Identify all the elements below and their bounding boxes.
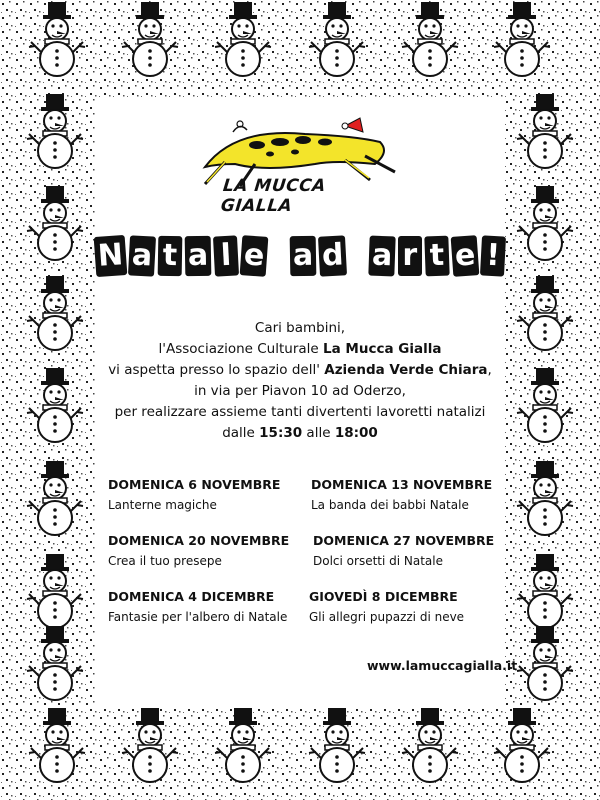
- title-letter: t: [158, 236, 183, 276]
- title-word: [290, 236, 347, 276]
- title-letter: a: [185, 236, 212, 276]
- intro-line: dalle 15:30 alle 18:00: [222, 425, 378, 441]
- association-name: La Mucca Gialla: [323, 341, 442, 357]
- event-date: DOMENICA 6 NOVEMBRE: [108, 477, 281, 492]
- logo-name: LA MUCCA GIALLA: [219, 176, 327, 216]
- page-title: [0, 236, 600, 276]
- title-letter: !: [480, 235, 506, 276]
- event-activity: Lanterne magiche: [108, 498, 217, 512]
- event-date: GIOVEDÌ 8 DICEMBRE: [309, 589, 458, 604]
- start-time: 15:30: [259, 425, 303, 441]
- event-item: [311, 475, 492, 515]
- title-letter: N: [93, 235, 127, 277]
- title-letter: d: [318, 235, 348, 276]
- event-date: DOMENICA 13 NOVEMBRE: [311, 477, 493, 492]
- title-word: [369, 236, 506, 276]
- event-item: [108, 475, 280, 515]
- intro-line: l'Associazione Culturale La Mucca Gialla: [158, 341, 442, 357]
- event-date: DOMENICA 27 NOVEMBRE: [313, 533, 495, 548]
- intro-line: per realizzare assieme tanti divertenti lavoretti natalizi: [114, 404, 486, 420]
- event-date: DOMENICA 20 NOVEMBRE: [108, 533, 290, 548]
- title-letter: a: [368, 236, 396, 277]
- event-activity: Dolci orsetti di Natale: [313, 554, 444, 568]
- event-activity: La banda dei babbi Natale: [311, 498, 469, 512]
- event-item: [309, 587, 464, 627]
- intro-line: in via per Piavon 10 ad Oderzo,: [194, 383, 406, 399]
- title-letter: t: [424, 236, 449, 277]
- event-item: [313, 531, 494, 571]
- intro-text: [0, 318, 600, 444]
- intro-line: Cari bambini,: [254, 320, 346, 336]
- event-item: [108, 531, 289, 571]
- title-word: [95, 236, 268, 276]
- end-time: 18:00: [334, 425, 378, 441]
- title-letter: a: [289, 236, 316, 276]
- event-date: DOMENICA 4 DICEMBRE: [108, 589, 275, 604]
- website-link[interactable]: www.lamuccagialla.it: [367, 658, 518, 673]
- event-activity: Gli allegri pupazzi di neve: [309, 610, 465, 624]
- title-letter: e: [450, 235, 479, 277]
- venue-name: Azienda Verde Chiara: [324, 362, 488, 378]
- title-letter: r: [398, 236, 422, 276]
- title-letter: l: [213, 235, 239, 276]
- title-letter: a: [128, 235, 156, 276]
- title-letter: e: [240, 235, 269, 277]
- intro-line: vi aspetta presso lo spazio dell' Azienda Verde Chiara,: [108, 362, 492, 378]
- event-activity: Crea il tuo presepe: [108, 554, 222, 568]
- event-activity: Fantasie per l'albero di Natale: [108, 610, 288, 624]
- event-item: [108, 587, 287, 627]
